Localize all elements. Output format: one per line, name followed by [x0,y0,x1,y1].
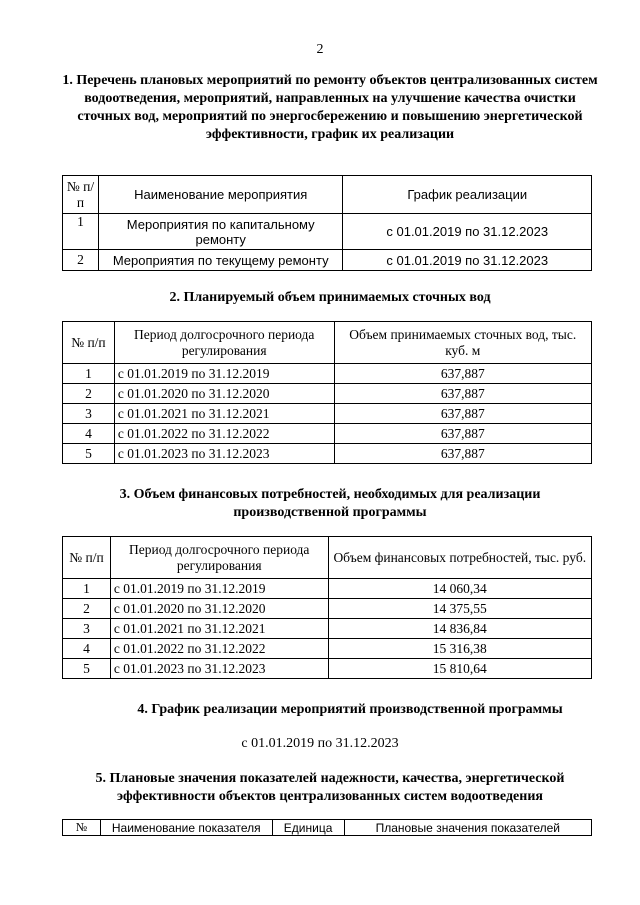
row-period: с 01.01.2023 по 31.12.2023 [110,659,328,679]
col-schedule-header: График реализации [343,176,592,214]
table-row [63,214,592,250]
col-name-header: Наименование мероприятия [98,176,343,214]
row-name: Мероприятия по текущему ремонту [98,250,343,271]
table-row [63,659,592,679]
row-period: с 01.01.2022 по 31.12.2022 [110,639,328,659]
section3-title: 3. Объем финансовых потребностей, необходимых для реализации производственной программы [119,487,541,520]
row-value: 637,887 [334,424,592,444]
col-volume-header: Объем принимаемых сточных вод, тыс. куб. м [334,322,592,364]
row-value: 15 316,38 [328,639,591,659]
table-row [63,619,592,639]
col-num-header: № п/п [63,322,115,364]
row-num: 1 [63,214,99,250]
table-row [63,444,592,464]
row-period: с 01.01.2020 по 31.12.2020 [110,599,328,619]
row-value: 14 836,84 [328,619,591,639]
row-num: 2 [63,384,115,404]
table-row [63,639,592,659]
table-row [63,250,592,271]
row-num: 4 [63,639,111,659]
row-num: 5 [63,444,115,464]
table-header-row [63,322,592,364]
section2-table [62,321,592,464]
col-num-header: № п/п [63,176,99,214]
row-schedule: с 01.01.2019 по 31.12.2023 [343,214,592,250]
table-row [63,424,592,444]
page-number: 2 [316,42,324,57]
col-period-header: Период долгосрочного периода регулирования [114,322,334,364]
section5-table [62,819,592,836]
col-num-header: № п/п [63,537,111,579]
row-num: 1 [63,579,111,599]
row-period: с 01.01.2019 по 31.12.2019 [114,364,334,384]
table-row [63,599,592,619]
table-header-row [63,537,592,579]
row-period: с 01.01.2023 по 31.12.2023 [114,444,334,464]
row-name: Мероприятия по капитальному ремонту [98,214,343,250]
section5-title: 5. Плановые значения показателей надежности, качества, энергетической эффективности объектов централизованных систем водоотведения [95,771,565,804]
row-value: 14 060,34 [328,579,591,599]
row-value: 637,887 [334,384,592,404]
table-row [63,384,592,404]
table-row [63,364,592,384]
row-period: с 01.01.2019 по 31.12.2019 [110,579,328,599]
row-num: 4 [63,424,115,444]
row-num: 3 [63,619,111,639]
table-row [63,404,592,424]
row-value: 14 375,55 [328,599,591,619]
col-finance-header: Объем финансовых потребностей, тыс. руб. [328,537,591,579]
row-value: 637,887 [334,444,592,464]
col-period-header: Период долгосрочного периода регулирования [110,537,328,579]
row-period: с 01.01.2022 по 31.12.2022 [114,424,334,444]
row-value: 637,887 [334,364,592,384]
row-value: 637,887 [334,404,592,424]
row-value: 15 810,64 [328,659,591,679]
row-num: 2 [63,599,111,619]
row-period: с 01.01.2021 по 31.12.2021 [114,404,334,424]
row-num: 5 [63,659,111,679]
section3-table [62,536,592,679]
section1-table [62,175,592,271]
section4-period: с 01.01.2019 по 31.12.2023 [241,736,399,751]
row-num: 3 [63,404,115,424]
table-header-row [63,820,592,836]
section2-title: 2. Планируемый объем принимаемых сточных вод [169,290,491,305]
section1-title: 1. Перечень плановых мероприятий по ремонту объектов централизованных систем водоотведения, мероприятий, направленных на улучшение качества очистки сточных вод, мероприятий по энергосбережению и повышению энергетической эффективности, график их реализации [62,73,598,142]
row-num: 1 [63,364,115,384]
row-num: 2 [63,250,99,271]
col-name-header: Наименование показателя [100,820,272,836]
col-num-header: № [63,820,101,836]
col-values-header: Плановые значения показателей [344,820,591,836]
row-period: с 01.01.2020 по 31.12.2020 [114,384,334,404]
table-row [63,579,592,599]
col-unit-header: Единица [272,820,344,836]
table-header-row [63,176,592,214]
section4-title: 4. График реализации мероприятий производственной программы [137,702,563,717]
row-period: с 01.01.2021 по 31.12.2021 [110,619,328,639]
row-schedule: с 01.01.2019 по 31.12.2023 [343,250,592,271]
